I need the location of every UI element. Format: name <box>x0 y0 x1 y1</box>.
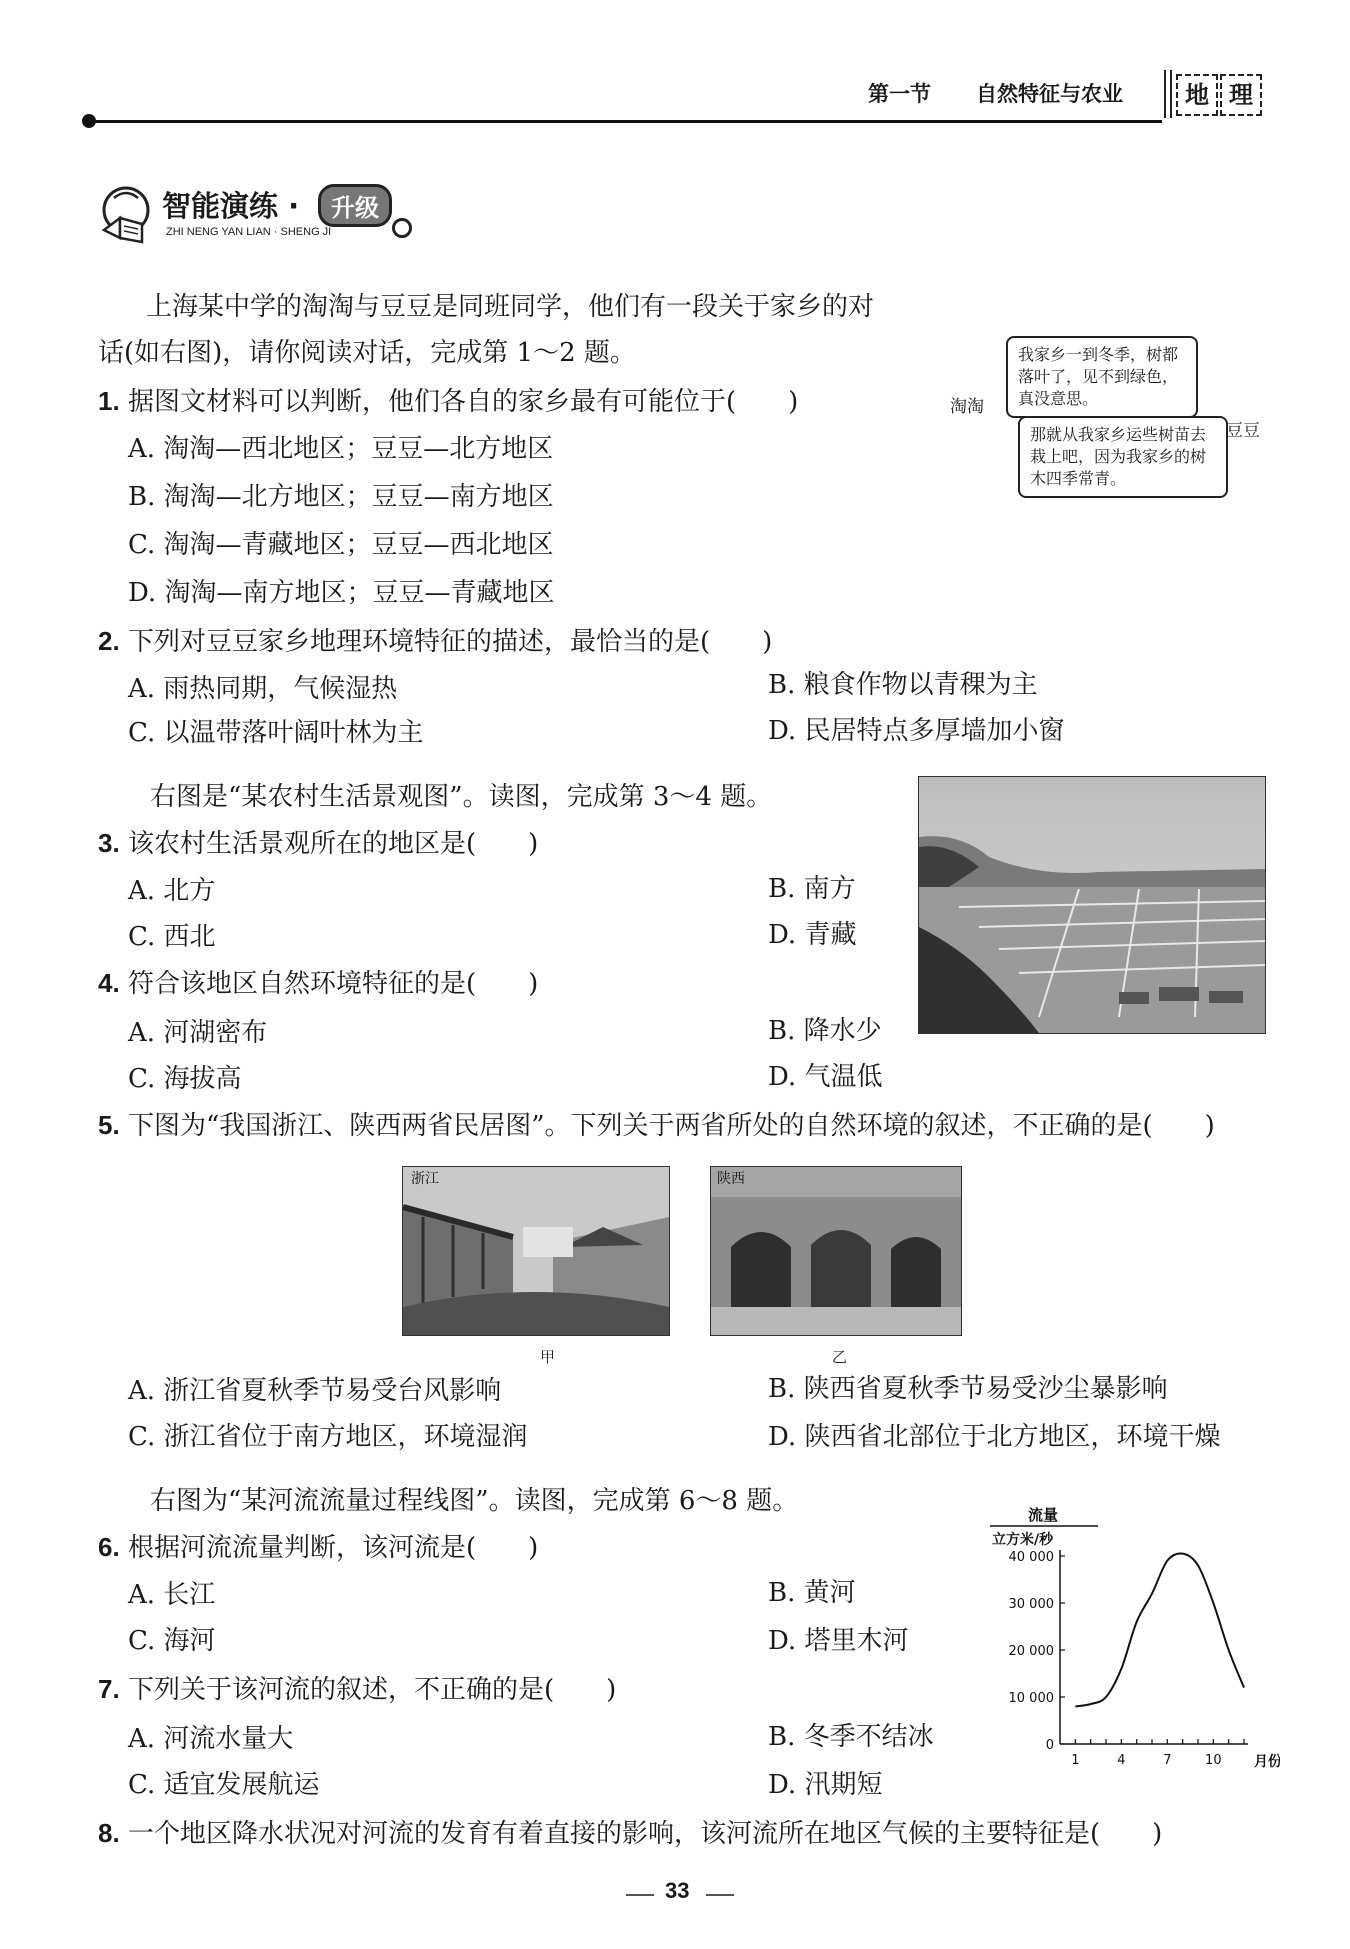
q1-number: 1. <box>98 386 120 416</box>
dialog-bubble-2: 那就从我家乡运些树苗去栽上吧，因为我家乡的树木四季常青。 <box>1018 416 1228 498</box>
q4-option-b[interactable]: B. 降水少 <box>768 1016 882 1046</box>
q5-stem <box>98 1108 1215 1143</box>
chart-x-tick-label: 7 <box>1163 1753 1172 1768</box>
river-flow-chart <box>980 1500 1280 1784</box>
q8-number: 8. <box>98 1818 120 1848</box>
q3-text: 该农村生活景观所在的地区是( ) <box>127 829 539 859</box>
q1-option-c[interactable]: C. 淘淘—青藏地区；豆豆—西北地区 <box>128 530 554 560</box>
chart-y-tick-label: 10 000 <box>1008 1691 1054 1706</box>
q5-option-c[interactable]: C. 浙江省位于南方地区，环境湿润 <box>128 1422 528 1452</box>
q2-stem <box>98 624 772 659</box>
chart-y-tick-label: 40 000 <box>1008 1550 1054 1565</box>
q7-option-c[interactable]: C. 适宜发展航运 <box>128 1770 320 1800</box>
intro-3: 右图为“某河流流量过程线图”。读图，完成第 6～8 题。 <box>150 1486 799 1516</box>
q7-text: 下列关于该河流的叙述，不正确的是( ) <box>127 1675 617 1705</box>
zhejiang-caption: 甲 <box>540 1348 556 1366</box>
q8-text: 一个地区降水状况对河流的发育有着直接的影响，该河流所在地区气候的主要特征是( ) <box>127 1819 1163 1849</box>
q1-text: 据图文材料可以判断，他们各自的家乡最有可能位于( ) <box>127 387 799 417</box>
q1-option-a[interactable]: A. 淘淘—西北地区；豆豆—北方地区 <box>128 434 554 464</box>
shaanxi-dwelling-photo <box>710 1166 962 1336</box>
q4-option-c[interactable]: C. 海拔高 <box>128 1064 242 1094</box>
q1-option-d[interactable]: D. 淘淘—南方地区；豆豆—青藏地区 <box>128 578 555 608</box>
chart-x-tick-label: 1 <box>1071 1753 1080 1768</box>
q2-option-c[interactable]: C. 以温带落叶阔叶林为主 <box>128 718 424 748</box>
page-number: 33 <box>665 1878 690 1903</box>
q4-text: 符合该地区自然环境特征的是( ) <box>127 969 539 999</box>
chart-x-tick-label: 10 <box>1205 1753 1222 1768</box>
q4-option-a[interactable]: A. 河湖密布 <box>128 1018 268 1048</box>
header-section: 第一节 <box>868 82 931 106</box>
q2-option-a[interactable]: A. 雨热同期，气候湿热 <box>128 674 398 704</box>
q5-number: 5. <box>98 1110 120 1140</box>
q6-stem <box>98 1530 538 1565</box>
q3-option-d[interactable]: D. 青藏 <box>768 920 857 950</box>
q8-stem <box>98 1816 1162 1851</box>
chart-y-tick-label: 0 <box>1045 1738 1054 1753</box>
q7-number: 7. <box>98 1674 120 1704</box>
header-rule <box>90 120 1162 123</box>
chart-ylabel-1: 流量 <box>1028 1506 1059 1524</box>
q1-stem <box>98 384 798 419</box>
footer-dash-left <box>626 1894 654 1896</box>
q3-option-b[interactable]: B. 南方 <box>768 874 856 904</box>
zhejiang-label: 浙江 <box>411 1171 439 1187</box>
q3-option-a[interactable]: A. 北方 <box>128 876 216 906</box>
q2-text: 下列对豆豆家乡地理环境特征的描述，最恰当的是( ) <box>127 627 773 657</box>
q4-option-d[interactable]: D. 气温低 <box>768 1062 883 1092</box>
banner-badge-dot <box>392 218 412 238</box>
q5-option-a[interactable]: A. 浙江省夏秋季节易受台风影响 <box>128 1376 502 1406</box>
q3-stem <box>98 826 538 861</box>
q7-option-b[interactable]: B. 冬季不结冰 <box>768 1722 934 1752</box>
q2-option-b[interactable]: B. 粮食作物以青稞为主 <box>768 670 1038 700</box>
banner-pinyin: ZHI NENG YAN LIAN · SHENG JI <box>166 226 332 238</box>
q7-option-d[interactable]: D. 汛期短 <box>768 1770 883 1800</box>
subject-box-1 <box>1176 74 1218 116</box>
chart-xlabel: 月份 <box>1254 1754 1280 1770</box>
q4-number: 4. <box>98 968 120 998</box>
q6-option-b[interactable]: B. 黄河 <box>768 1578 856 1608</box>
subject-char-1: 地 <box>1185 81 1209 109</box>
chart-x-tick-label: 4 <box>1117 1753 1126 1768</box>
chart-y-tick-label: 20 000 <box>1008 1644 1054 1659</box>
q1-option-b[interactable]: B. 淘淘—北方地区；豆豆—南方地区 <box>128 482 554 512</box>
header-title: 自然特征与农业 <box>976 82 1123 106</box>
q3-option-c[interactable]: C. 西北 <box>128 922 216 952</box>
header-divider <box>1164 70 1172 118</box>
shaanxi-label: 陕西 <box>717 1171 745 1187</box>
q2-option-d[interactable]: D. 民居特点多厚墙加小窗 <box>768 716 1065 746</box>
q6-option-d[interactable]: D. 塔里木河 <box>768 1626 909 1656</box>
chart-ylabel-2: 立方米/秒 <box>992 1532 1054 1548</box>
zhejiang-dwelling-photo <box>402 1166 670 1336</box>
q5-text: 下图为“我国浙江、陕西两省民居图”。下列关于两省所处的自然环境的叙述，不正确的是( ) <box>127 1111 1215 1141</box>
flow-series-line <box>1075 1553 1244 1706</box>
banner-book-icon <box>94 180 160 250</box>
banner-badge: 升级 <box>318 184 392 227</box>
q6-number: 6. <box>98 1532 120 1562</box>
dialog-bubble-1: 我家乡一到冬季，树都落叶了，见不到绿色，真没意思。 <box>1006 336 1198 418</box>
shaanxi-caption: 乙 <box>832 1348 848 1366</box>
q2-number: 2. <box>98 626 120 656</box>
subject-char-2: 理 <box>1229 81 1253 109</box>
footer-dash-right <box>706 1894 734 1896</box>
q7-option-a[interactable]: A. 河流水量大 <box>128 1724 294 1754</box>
q5-option-b[interactable]: B. 陕西省夏秋季节易受沙尘暴影响 <box>768 1374 1168 1404</box>
chart-y-tick-label: 30 000 <box>1008 1597 1054 1612</box>
q6-text: 根据河流流量判断，该河流是( ) <box>127 1533 539 1563</box>
q3-number: 3. <box>98 828 120 858</box>
intro-2: 右图是“某农村生活景观图”。读图，完成第 3～4 题。 <box>150 782 773 812</box>
dialog-speaker-1: 淘淘 <box>950 397 984 417</box>
intro-1-line-2: 话(如右图)，请你阅读对话，完成第 1～2 题。 <box>98 338 636 368</box>
dialog-speaker-2: 豆豆 <box>1226 421 1260 441</box>
q5-option-d[interactable]: D. 陕西省北部位于北方地区，环境干燥 <box>768 1422 1221 1452</box>
subject-box-2 <box>1220 74 1262 116</box>
q7-stem <box>98 1672 616 1707</box>
intro-1-line-1: 上海某中学的淘淘与豆豆是同班同学，他们有一段关于家乡的对 <box>146 292 875 322</box>
banner-title: 智能演练 · <box>162 189 300 223</box>
q6-option-c[interactable]: C. 海河 <box>128 1626 216 1656</box>
q6-option-a[interactable]: A. 长江 <box>128 1580 216 1610</box>
rural-landscape-photo <box>918 776 1266 1034</box>
q4-stem <box>98 966 538 1001</box>
